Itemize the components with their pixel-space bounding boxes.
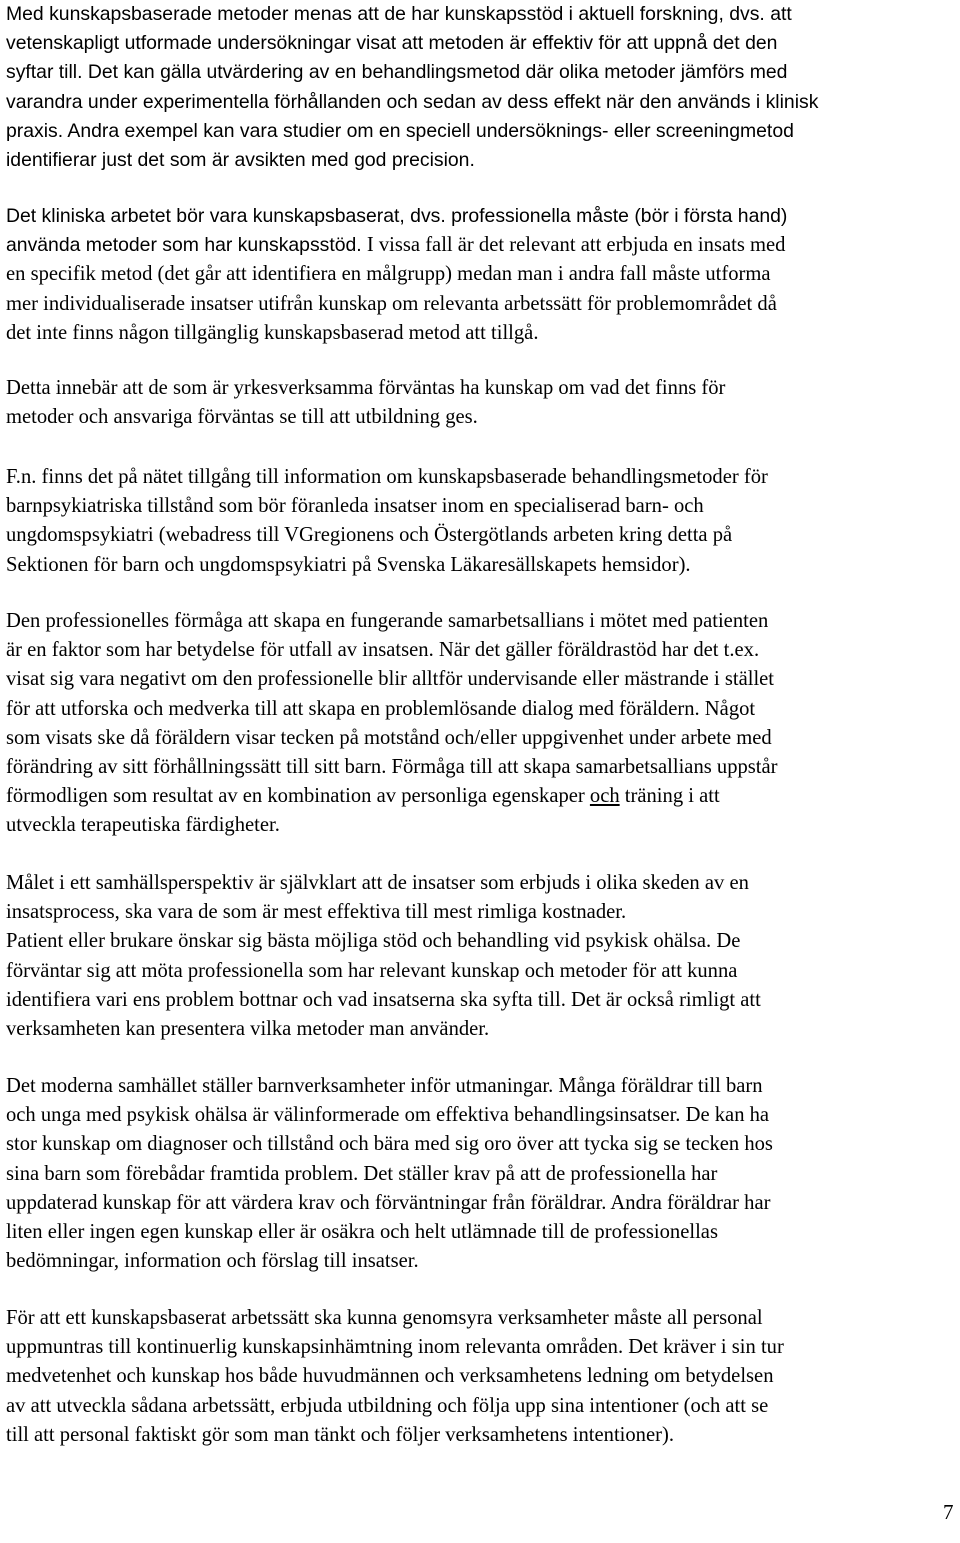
text-line [6, 986, 761, 1015]
text-line [6, 957, 761, 986]
text-line [6, 551, 768, 580]
paragraph-moderna-samhallet [6, 1072, 773, 1276]
text-line [6, 117, 818, 146]
text-run: F.n. finns det på nätet tillgång till information om kunskapsbaserade behandlingsmetoder för [6, 466, 768, 488]
text-run: Det moderna samhället ställer barnverksamheter inför utmaningar. Många föräldrar till barn [6, 1075, 763, 1097]
text-line [6, 403, 725, 432]
text-run: sina barn som förebådar framtida problem. Det ställer krav på att de professionella har [6, 1162, 718, 1185]
underlined-text: och [589, 785, 620, 808]
page-number: 7 [943, 1500, 954, 1524]
text-run: vetenskapligt utformade undersökningar visat att metoden är effektiv för att uppnå det den [6, 32, 778, 55]
text-line [6, 146, 818, 175]
text-run: stor kunskap om diagnoser och tillstånd och bära med sig oro över att tycka sig se tecken hos [6, 1133, 773, 1156]
text-line [6, 290, 787, 319]
text-run: mer individualiserade insatser utifrån kunskap om relevanta arbetssätt för problemområdet då [6, 292, 777, 315]
text-line [6, 811, 778, 840]
text-line [6, 1392, 784, 1421]
text-line [6, 260, 787, 289]
text-line [6, 1130, 773, 1159]
text-run: identifiera vari ens problem bottnar och vad insatserna ska syfta till. Det är också rimligt att [6, 988, 761, 1011]
text-line [6, 88, 818, 117]
text-run: För att ett kunskapsbaserat arbetssätt ska kunna genomsyra verksamheter måste all personal [6, 1307, 763, 1329]
text-run: syftar till. Det kan gälla utvärdering av en behandlingsmetod där olika metoder jämförs med [6, 61, 788, 84]
text-run: liten eller ingen egen kunskap eller är osäkra och helt utlämnade till de professionellas [6, 1220, 718, 1243]
text-line [6, 607, 778, 636]
text-line [6, 492, 768, 521]
text-line [6, 1218, 773, 1247]
text-line [6, 0, 818, 29]
text-line [6, 319, 787, 348]
text-line [6, 1072, 773, 1101]
text-line [6, 636, 778, 665]
text-run: träning i att [619, 785, 720, 808]
paragraph-kliniska-arbetet [6, 202, 787, 348]
text-line [6, 1362, 784, 1391]
paragraph-kunskapsbaserat-arbetssatt [6, 1304, 784, 1450]
text-run: Målet i ett samhällsperspektiv är självklart att de insatser som erbjuds i olika skeden av en [6, 872, 749, 894]
text-line [6, 665, 778, 694]
text-run: uppdaterad kunskap för att värdera krav och förväntningar från föräldrar. Andra föräldrar har [6, 1191, 771, 1214]
text-line [6, 927, 761, 956]
text-line [6, 1421, 784, 1450]
text-line [6, 753, 778, 782]
text-run: Det kliniska arbetet bör vara kunskapsbaserat, dvs. professionella måste (bör i första hand) [6, 205, 788, 227]
text-run: varandra under experimentella förhållanden och sedan av dess effekt när den används i klinisk [6, 90, 819, 113]
text-line [6, 898, 761, 927]
text-line [6, 1333, 784, 1362]
text-run: använda metoder som har kunskapsstöd. [6, 234, 362, 257]
text-run: identifierar just det som är avsikten med god precision. [6, 148, 475, 171]
text-line [6, 695, 778, 724]
text-line [6, 202, 787, 231]
text-run: uppmuntras till kontinuerlig kunskapsinhämtning inom relevanta områden. Det kräver i sin tur [6, 1336, 784, 1359]
text-run: medvetenhet och kunskap hos både huvudmännen och verksamhetens ledning om betydelsen [6, 1365, 774, 1388]
text-line [6, 1304, 784, 1333]
text-line [6, 231, 787, 260]
text-line [6, 58, 818, 87]
text-run: och unga med psykisk ohälsa är välinformerade om effektiva behandlingsinsatser. De kan ha [6, 1104, 770, 1127]
text-run: bedömningar, information och förslag till insatser. [6, 1250, 419, 1273]
text-run: Med kunskapsbaserade metoder menas att de har kunskapsstöd i aktuell forskning, dvs. att [6, 3, 792, 25]
text-line [6, 782, 778, 811]
paragraph-samarbetsallians [6, 607, 778, 841]
text-run: utveckla terapeutiska färdigheter. [6, 814, 280, 837]
paragraph-samhallsperspektiv [6, 869, 761, 1044]
text-run: en specifik metod (det går att identifiera en målgrupp) medan man i andra fall måste utforma [6, 263, 771, 286]
text-run: I vissa fall är det relevant att erbjuda en insats med [361, 234, 786, 257]
text-run: förändring av sitt förhållningssätt till sitt barn. Förmåga till att skapa samarbetsallians uppstår [6, 755, 778, 778]
text-line [6, 29, 818, 58]
text-run: för att utforska och medverka till att skapa en problemlösande dialog med föräldern. Något [6, 697, 756, 720]
text-line [6, 1247, 773, 1276]
text-line [6, 1160, 773, 1189]
text-run: ungdomspsykiatri (webadress till VGregionens och Östergötlands arbeten kring detta på [6, 524, 733, 547]
text-run: till att personal faktiskt gör som man tänkt och följer verksamhetens intentioner). [6, 1423, 674, 1446]
text-run: Detta innebär att de som är yrkesverksamma förväntas ha kunskap om vad det finns för [6, 377, 726, 399]
text-run: visat sig vara negativt om den professionelle blir alltför undervisande eller mästrande i stället [6, 668, 775, 691]
text-run: är en faktor som har betydelse för utfall av insatsen. När det gäller föräldrastöd har det t.ex. [6, 639, 760, 662]
text-run: praxis. Andra exempel kan vara studier om en speciell undersöknings- eller screeningmetod [6, 119, 794, 142]
text-line [6, 869, 761, 898]
text-run: det inte finns någon tillgänglig kunskapsbaserad metod att tillgå. [6, 321, 539, 344]
text-line [6, 1189, 773, 1218]
paragraph-kunskapsbaserade-metoder [6, 0, 818, 175]
paragraph-information-pa-natet [6, 463, 768, 580]
text-run: av att utveckla sådana arbetssätt, erbjuda utbildning och följa upp sina intentioner (och att se [6, 1394, 769, 1417]
text-line [6, 374, 725, 403]
text-run: Sektionen för barn och ungdomspsykiatri på Svenska Läkaresällskapets hemsidor). [6, 553, 691, 576]
paragraph-yrkesverksamma [6, 374, 725, 432]
text-run: barnpsykiatriska tillstånd som bör föranleda insatser inom en specialiserad barn- och [6, 495, 704, 518]
text-run: Patient eller brukare önskar sig bästa möjliga stöd och behandling vid psykisk ohälsa. De [6, 930, 741, 953]
text-run: Den professionelles förmåga att skapa en fungerande samarbetsallians i mötet med patienten [6, 610, 769, 632]
text-run: verksamheten kan presentera vilka metoder man använder. [6, 1017, 490, 1040]
text-run: förmodligen som resultat av en kombination av personliga egenskaper [6, 785, 590, 808]
text-line [6, 1101, 773, 1130]
text-line [6, 724, 778, 753]
text-line [6, 1015, 761, 1044]
text-run: förväntar sig att möta professionella som har relevant kunskap och metoder för att kunna [6, 959, 738, 982]
text-run: som visats ske då föräldern visar tecken på motstånd och/eller uppgivenhet under arbete med [6, 726, 772, 749]
text-line [6, 463, 768, 492]
text-line [6, 521, 768, 550]
text-run: metoder och ansvariga förväntas se till att utbildning ges. [6, 406, 478, 429]
text-run: insatsprocess, ska vara de som är mest effektiva till mest rimliga kostnader. [6, 901, 627, 924]
